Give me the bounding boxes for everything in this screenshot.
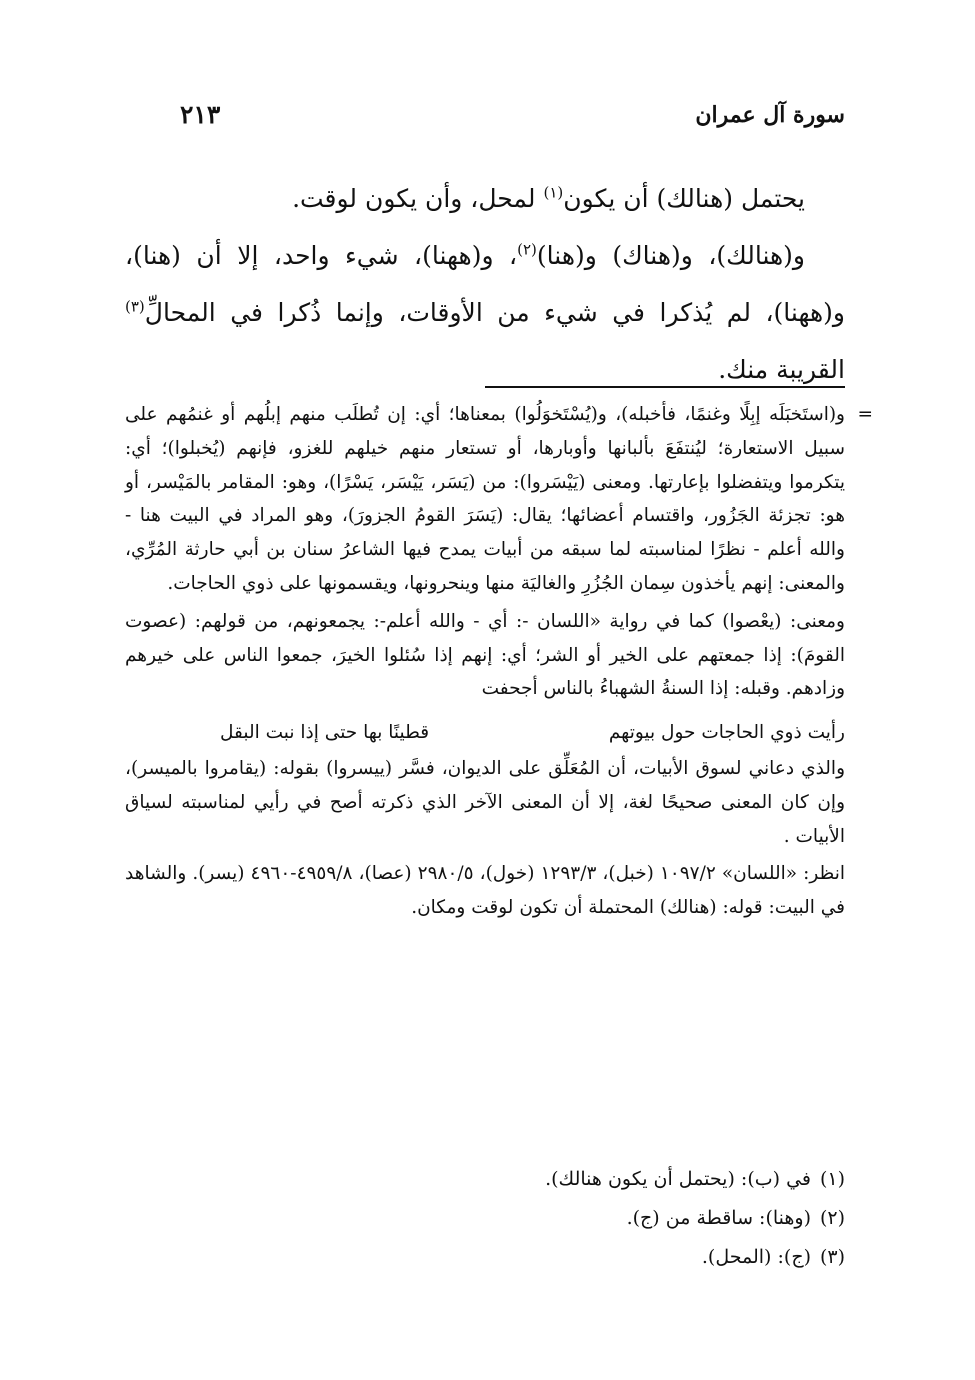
continuation-mark: =: [857, 404, 873, 425]
footnote-1: [125, 1160, 845, 1199]
note-paragraph-1: [125, 398, 873, 601]
main-text-span: و(هنالك)، و(هناك) و(هنا): [536, 241, 806, 270]
main-paragraph-2: [125, 227, 845, 398]
footnote-3: [125, 1238, 845, 1277]
footnotes: [125, 1160, 845, 1277]
surah-title: سورة آل عمران: [695, 102, 845, 128]
note-text: و(استَخبَلَه إبِلًا وغنمًا، فأخبله)، و(يُسْتَخوَلُوا) بمعناها؛ أي: إن تُطلَب منهم إبلُهم أو غنمُهم على سبيل الاستعارة؛ ليُنتفَعَ بألبانها وأوبارها، أو تستعار منهم خيلهم للغزو، فإنهم (يُخبلوا)؛ أي: يتكرموا ويتفضلوا بإعارتها. ومعنى (يَيْسَروا): من (يَسَر، يَيْسَر، يَسْرًا)، وهو: المقامر بالمَيْسر، أو هو: تجزئة الجَزُور، واقتسام أعضائها؛ يقال: (يَسَرَ القومُ الجزورَ)، وهو المراد في البيت هنا - والله أعلم - نظرًا لمناسبته لما سبقه من أبيات يمدح فيها الشاعرُ سنان بن أبي حارثة المُرِّي، والمعنى: إنهم يأخذون سِمان الجُزُرِ والغاليَة منها وينحرونها، ويقسمونها على ذوي الحاجات.: [125, 404, 845, 594]
footnote-divider: [485, 386, 845, 388]
footnote-text: (وهنا): ساقطة من (ج).: [626, 1207, 811, 1229]
verse-first-hemistich: رأيت ذوي الحاجات حول بيوتهم: [608, 722, 845, 744]
footnote-number: (٢): [819, 1207, 845, 1229]
main-text-span: القريبة منك.: [718, 355, 845, 384]
verse-second-hemistich: قطينًا بها حتى إذا نبت البقل: [220, 722, 430, 744]
footnote-number: (٣): [819, 1246, 845, 1268]
footnote-text: في (ب): (يحتمل أن يكون هنالك).: [545, 1168, 811, 1190]
footnote-ref-2: (٢): [517, 240, 537, 259]
main-text-span: لمحل، وأن يكون لوقت.: [292, 184, 544, 213]
footnote-text: (ج): (المحل).: [701, 1246, 811, 1268]
note-paragraph-3: والذي دعاني لسوق الأبيات، أن المُعَلِّق على الديوان، فسَّر (ييسروا) بقوله: (يقامروا بالميسر)، وإن كان المعنى صحيحًا لغة، إلا أن المعنى الآخر الذي ذكرته أصح في رأيي لمناسبته لسياق الأبيات .: [125, 757, 845, 847]
footnote-ref-1: (١): [543, 183, 564, 202]
note-paragraph-4: انظر: «اللسان» ١٠٩٧/٢ (خبل)، ١٢٩٣/٣ (خول)، ٢٩٨٠/٥ (عصا)، ٤٩٥٩/٨-٤٩٦٠ (يسر). والشاهد في البيت: قوله: (هنالك) المحتملة أن تكون لوقت ومكان.: [125, 863, 846, 919]
running-header: [125, 100, 845, 140]
main-text-span: يحتمل (هنالك) أن يكون: [563, 184, 805, 213]
footnote-2: [125, 1199, 845, 1238]
footnote-ref-3: (٣): [125, 297, 145, 316]
note-paragraph-2: ومعنى: (يعْصوا) كما في رواية «اللسان -: أي - والله أعلم-: يجمعونهم، من قولهم: (عصوت القومَ): إذا جمعتهم على الخير أو الشر؛ أي: إنهم إذا سُئلوا الخيرَ، جمعوا الناس على خيرهم وزادهم. وقبله: إذا السنةُ الشهباءُ بالناس أجحفت: [125, 610, 845, 700]
main-paragraph-1: [125, 170, 845, 227]
book-page: [125, 0, 873, 1380]
main-text: [125, 170, 845, 398]
page-number: ٢١٣: [180, 100, 221, 129]
continued-footnote: [125, 398, 873, 929]
main-text-span: ، و(ههنا)، شيء واحد، إلا أن (هنا)، و(ههنا)، لم يُذكرا في شيء من الأوقات، وإنما ذُكرا في المحالِّ: [125, 241, 845, 327]
poetry-verse: [125, 716, 845, 750]
footnote-number: (١): [819, 1168, 845, 1190]
